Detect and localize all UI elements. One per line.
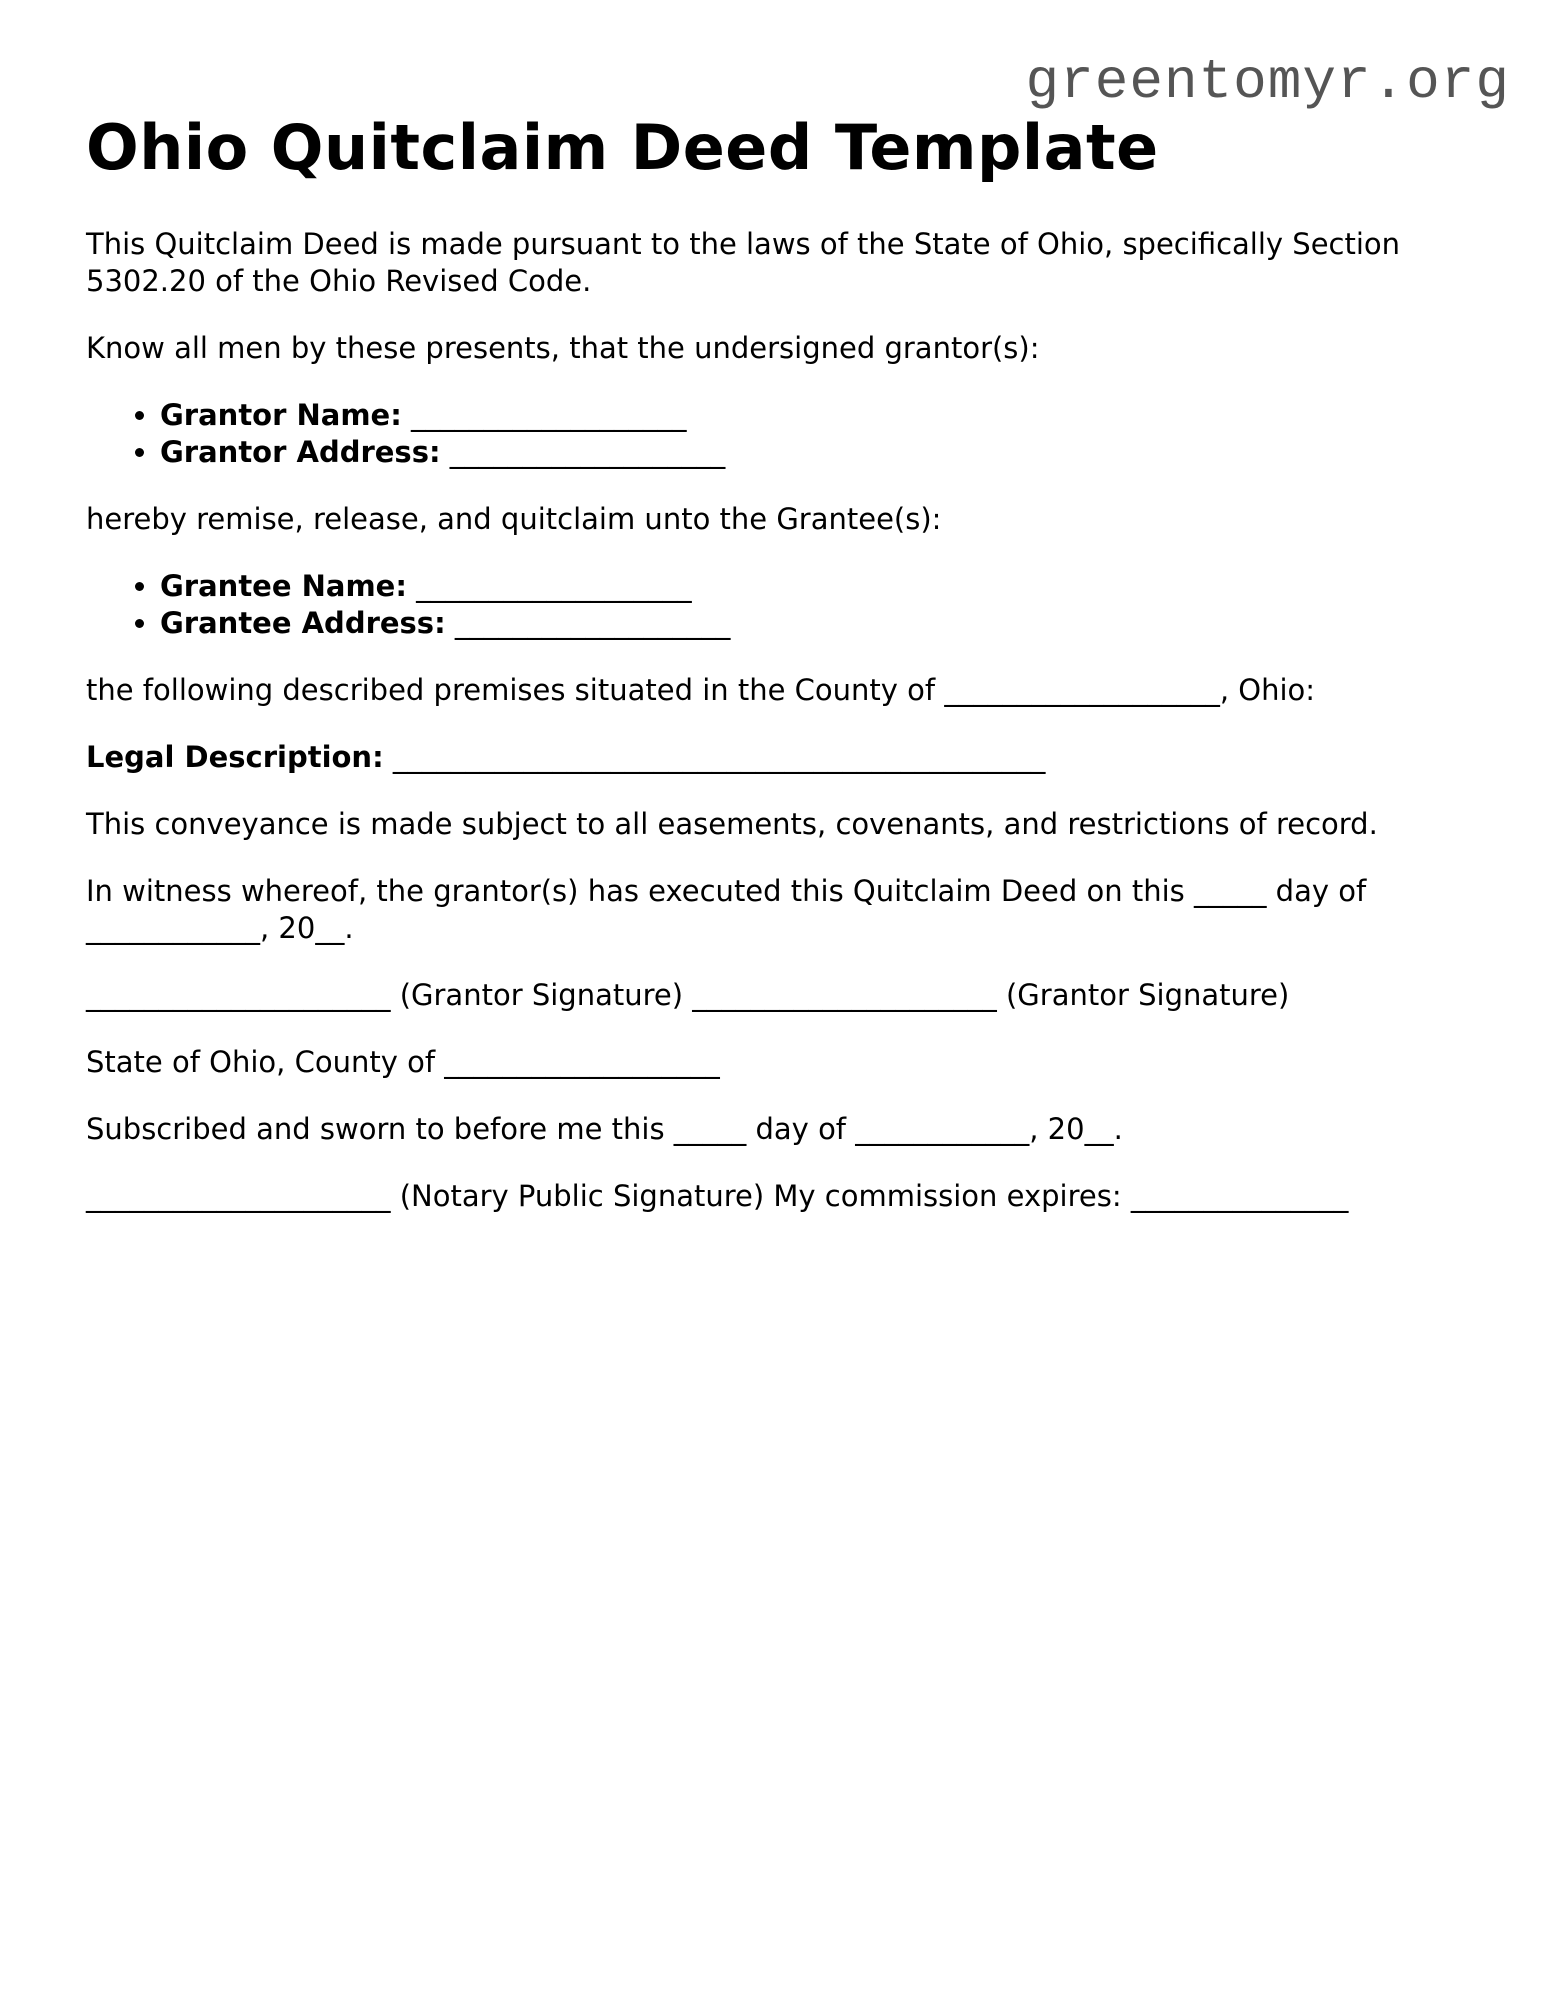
grantee-address-label: Grantee Address: xyxy=(160,606,446,640)
legal-description-label: Legal Description: xyxy=(86,740,384,774)
page-title: Ohio Quitclaim Deed Template xyxy=(86,111,1159,184)
remise-paragraph: hereby remise, release, and quitclaim unto the Grantee(s): xyxy=(86,502,942,536)
grantee-name-label: Grantee Name: xyxy=(160,569,407,603)
grantor-address-item xyxy=(160,434,1486,471)
grantor-name-label: Grantor Name: xyxy=(160,398,402,432)
grantor-signatures-line: _____________________ (Grantor Signature) _____________________ (Grantor Signature) xyxy=(86,978,1290,1012)
notary-line: _____________________ (Notary Public Signature) My commission expires: _______________ xyxy=(86,1179,1349,1213)
state-county-line: State of Ohio, County of ___________________ xyxy=(86,1045,720,1079)
legal-description-paragraph xyxy=(86,739,1486,776)
site-watermark: greentomyr.org xyxy=(1025,50,1510,114)
grantor-address-label: Grantor Address: xyxy=(160,435,441,469)
grantor-name-item xyxy=(160,397,1486,434)
grantee-address-item xyxy=(160,605,1486,642)
premises-paragraph: the following described premises situated in the County of ___________________, Ohio: xyxy=(86,673,1316,707)
grantor-list xyxy=(86,397,1486,471)
grantee-name-item xyxy=(160,568,1486,605)
grantee-address-blank: ___________________ xyxy=(454,606,731,640)
conveyance-paragraph: This conveyance is made subject to all easements, covenants, and restrictions of record. xyxy=(86,807,1378,841)
grantee-name-blank: ___________________ xyxy=(416,569,692,603)
grantor-name-blank: ___________________ xyxy=(411,398,687,432)
document-body xyxy=(86,110,1486,1215)
sworn-line: Subscribed and sworn to before me this _____ day of ____________, 20__. xyxy=(86,1112,1123,1146)
witness-paragraph: In witness whereof, the grantor(s) has executed this Quitclaim Deed on this _____ day of ____________, 20__. xyxy=(86,874,1367,945)
intro-paragraph: This Quitclaim Deed is made pursuant to the laws of the State of Ohio, specifically Section 5302.20 of the Ohio Revised Code. xyxy=(86,227,1401,298)
grantee-list xyxy=(86,568,1486,642)
know-all-paragraph: Know all men by these presents, that the undersigned grantor(s): xyxy=(86,331,1040,365)
grantor-address-blank: ___________________ xyxy=(449,435,726,469)
legal-description-blank: _____________________________________________ xyxy=(392,740,1046,774)
